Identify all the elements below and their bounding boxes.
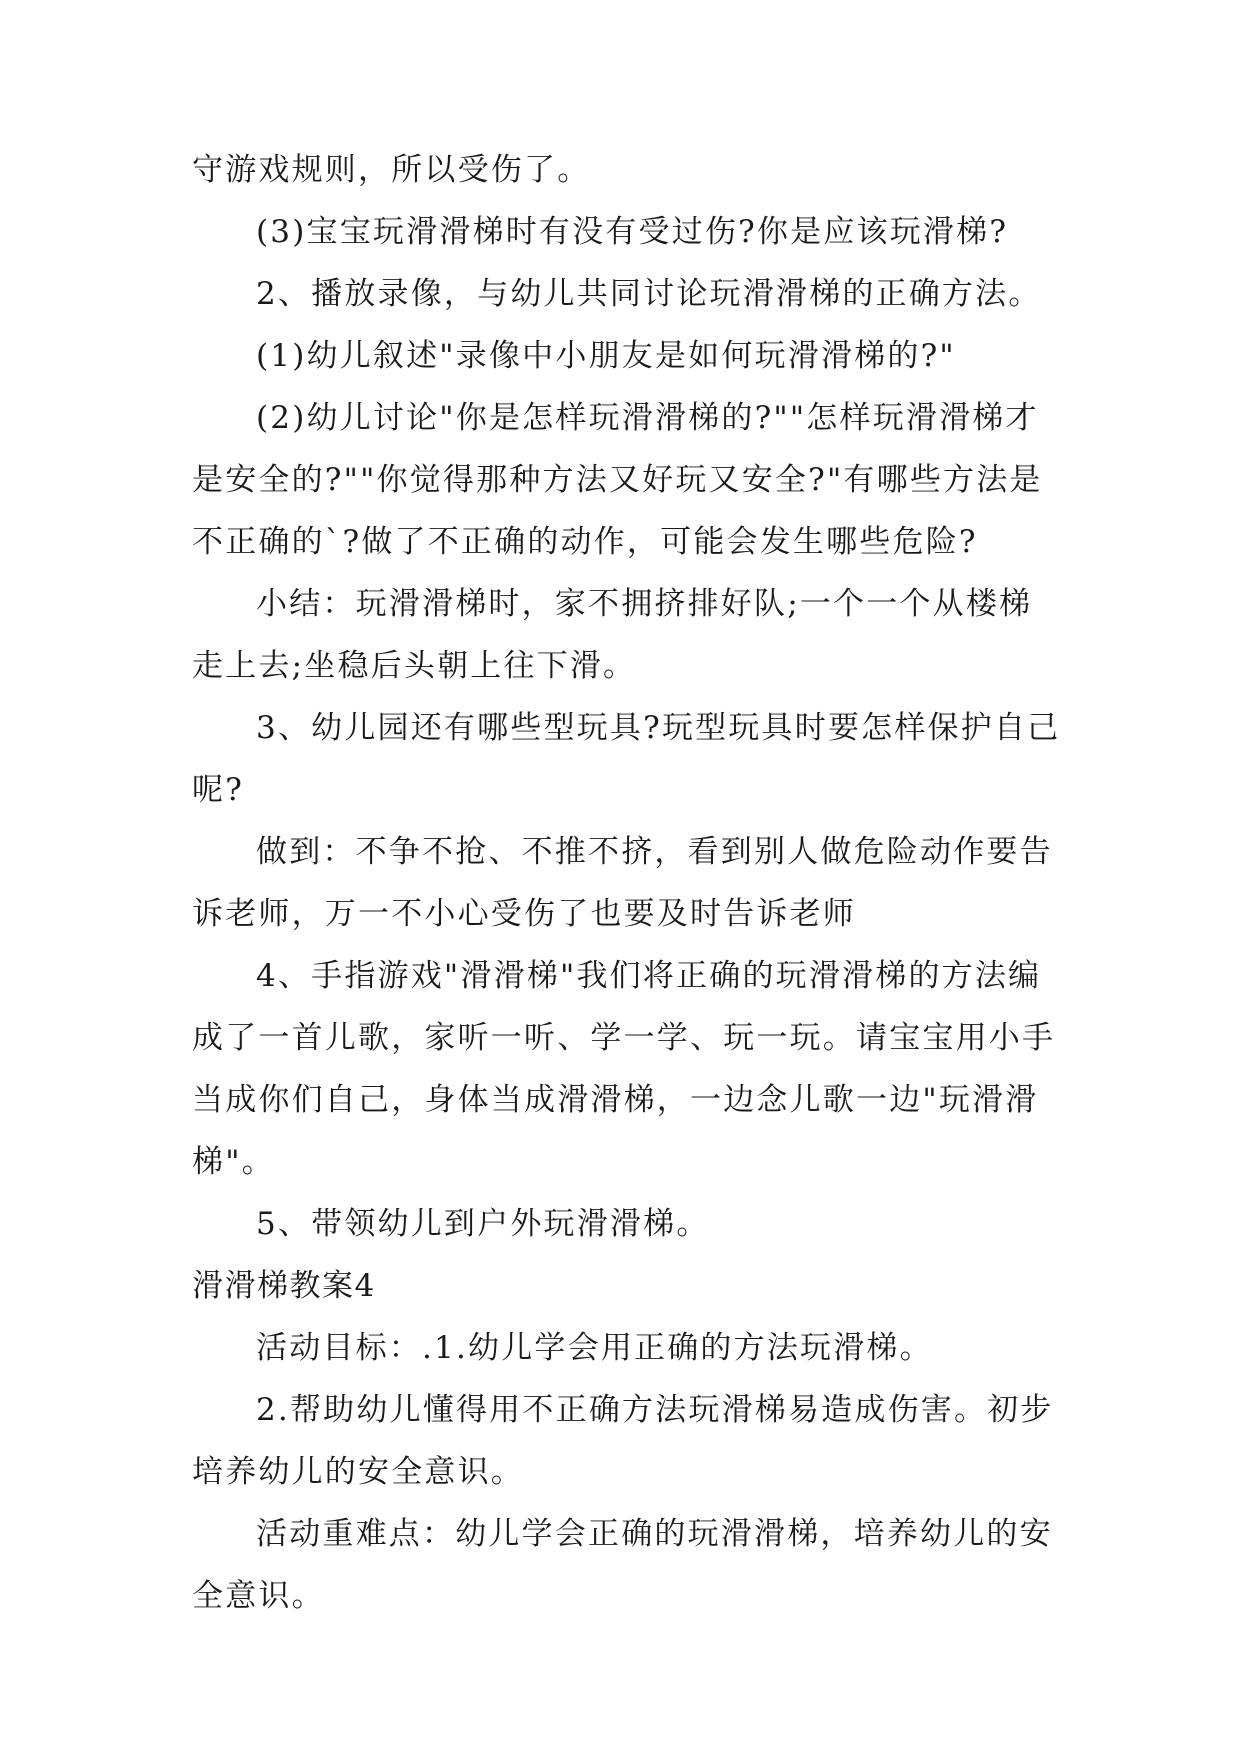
body-text-line: (3)宝宝玩滑滑梯时有没有受过伤?你是应该玩滑梯?: [256, 214, 1009, 250]
body-text-line: 当成你们自己，身体当成滑滑梯，一边念儿歌一边"玩滑滑: [192, 1082, 1039, 1118]
body-text-line: 守游戏规则，所以受伤了。: [192, 152, 591, 188]
body-text-line: 呢?: [192, 772, 245, 808]
body-text-line: 活动目标：.1.幼儿学会用正确的方法玩滑梯。: [256, 1330, 933, 1366]
body-text-line: 做到：不争不抢、不推不挤，看到别人做危险动作要告: [256, 834, 1053, 870]
body-text-line: 是安全的?""你觉得那种方法又好玩又安全?"有哪些方法是: [192, 462, 1043, 498]
section-heading: 滑滑梯教案4: [192, 1268, 376, 1304]
body-text-line: 2、播放录像，与幼儿共同讨论玩滑滑梯的正确方法。: [256, 276, 1042, 312]
body-text-line: (1)幼儿叙述"录像中小朋友是如何玩滑滑梯的?": [256, 338, 956, 374]
body-text-line: 活动重难点：幼儿学会正确的玩滑滑梯，培养幼儿的安: [256, 1516, 1053, 1552]
body-text-line: 全意识。: [192, 1578, 325, 1614]
body-text-line: 走上去;坐稳后头朝上往下滑。: [192, 648, 637, 684]
body-text-line: 5、带领幼儿到户外玩滑滑梯。: [256, 1206, 710, 1242]
body-text-line: 成了一首儿歌，家听一听、学一学、玩一玩。请宝宝用小手: [192, 1020, 1056, 1056]
body-text-line: 4、手指游戏"滑滑梯"我们将正确的玩滑滑梯的方法编: [256, 958, 1042, 994]
body-text-line: 不正确的`?做了不正确的动作，可能会发生哪些危险?: [192, 524, 978, 560]
body-text-line: 梯"。: [192, 1144, 275, 1180]
body-text-line: 诉老师，万一不小心受伤了也要及时告诉老师: [192, 896, 856, 932]
body-text-line: 3、幼儿园还有哪些型玩具?玩型玩具时要怎样保护自己: [256, 710, 1061, 746]
body-text-line: (2)幼儿讨论"你是怎样玩滑滑梯的?""怎样玩滑滑梯才: [256, 400, 1039, 436]
body-text-line: 培养幼儿的安全意识。: [192, 1454, 524, 1490]
body-text-line: 小结：玩滑滑梯时，家不拥挤排好队;一个一个从楼梯: [256, 586, 1033, 622]
body-text-line: 2.帮助幼儿懂得用不正确方法玩滑梯易造成伤害。初步: [256, 1392, 1054, 1428]
